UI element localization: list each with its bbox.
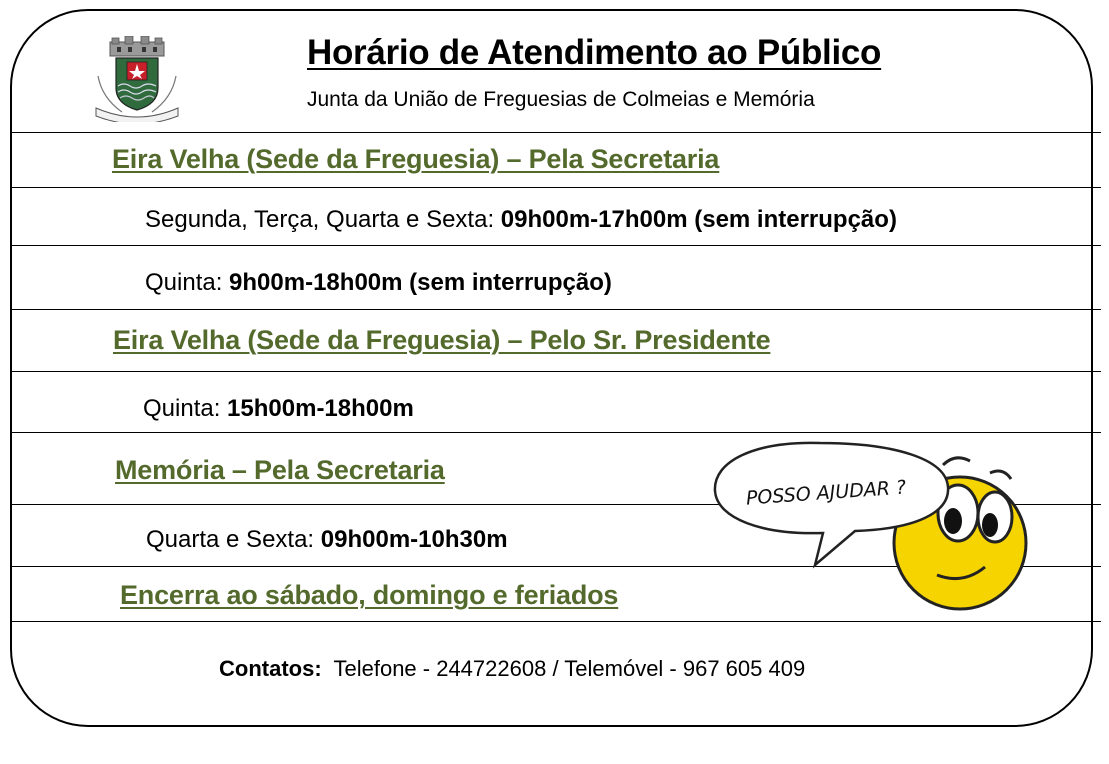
contacts-label: Contatos:: [219, 656, 322, 681]
page-subtitle: Junta da União de Freguesias de Colmeias e Memória: [307, 88, 815, 111]
schedule-row: [146, 526, 508, 554]
schedule-hours: 09h00m-10h30m: [320, 526, 508, 553]
schedule-days: Quarta e Sexta:: [146, 526, 321, 553]
section-heading-eira-velha-presidente: Eira Velha (Sede da Freguesia) – Pelo Sr. Presidente: [113, 325, 771, 355]
contacts-text: Telefone - 244722608 / Telemóvel - 967 605 409: [321, 656, 806, 681]
page-title: Horário de Atendimento ao Público: [307, 33, 882, 72]
contacts-line: [219, 656, 805, 682]
divider: [11, 309, 1101, 310]
divider: [11, 132, 1101, 133]
divider: [11, 621, 1101, 622]
schedule-hours: 9h00m-18h00m (sem interrupção): [229, 269, 612, 296]
divider: [11, 432, 1101, 433]
schedule-hours: 15h00m-18h00m: [227, 395, 414, 422]
closed-notice: Encerra ao sábado, domingo e feriados: [120, 580, 619, 610]
schedule-days: Quinta:: [145, 269, 230, 296]
schedule-row: [145, 206, 897, 234]
section-heading-eira-velha-secretaria: Eira Velha (Sede da Freguesia) – Pela Secretaria: [112, 144, 720, 174]
speech-bubble-text: POSSO AJUDAR ?: [745, 476, 907, 510]
divider: [11, 245, 1101, 246]
divider: [11, 187, 1101, 188]
schedule-row: [143, 395, 414, 423]
schedule-row: [145, 269, 612, 297]
schedule-days: Segunda, Terça, Quarta e Sexta:: [145, 206, 501, 233]
section-heading-memoria: Memória – Pela Secretaria: [115, 455, 445, 485]
schedule-days: Quinta:: [143, 395, 228, 422]
schedule-hours: 09h00m-17h00m (sem interrupção): [500, 206, 897, 233]
divider: [11, 371, 1101, 372]
smiley-face-icon: [705, 435, 1040, 615]
parish-coat-of-arms-icon: [92, 36, 182, 122]
